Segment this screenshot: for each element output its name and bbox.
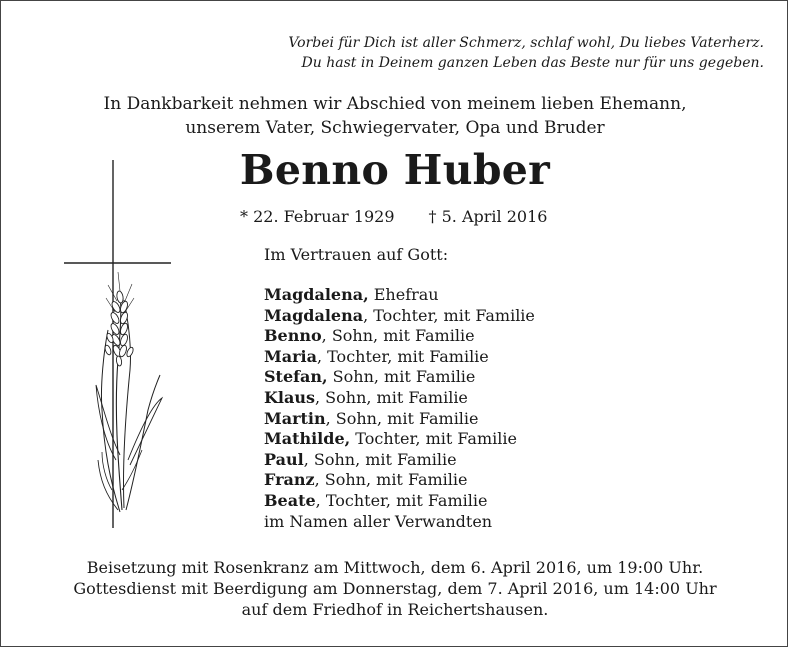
mourner-row [264, 470, 535, 491]
epigraph-line-1: Vorbei für Dich ist aller Schmerz, schlaf wohl, Du liebes Vaterherz. [288, 35, 764, 51]
mourner-relation: , Sohn, mit Familie [325, 408, 479, 428]
mourner-row [264, 388, 535, 409]
mourner-name: Maria [264, 346, 317, 366]
intro-line-1: In Dankbarkeit nehmen wir Abschied von meinem lieben Ehemann, [103, 94, 687, 114]
funeral-line-2: Gottesdienst mit Beerdigung am Donnerstag, dem 7. April 2016, um 14:00 Uhr [73, 579, 717, 598]
mourner-row [264, 409, 535, 430]
mourner-relation: , Sohn, mit Familie [321, 326, 475, 346]
mourner-relation: , Tochter, mit Familie [363, 305, 535, 325]
mourner-relation: Ehefrau [368, 285, 439, 304]
mourner-name: Benno [264, 326, 322, 346]
death-date: † 5. April 2016 [428, 207, 548, 226]
mourner-relation: , Tochter, mit Familie [316, 346, 489, 366]
mourner-name: Magdalena [264, 305, 364, 325]
mourners-closing: im Namen aller Verwandten [264, 511, 493, 531]
mourner-name: Magdalena, [264, 285, 369, 304]
mourner-relation: Sohn, mit Familie [327, 367, 476, 387]
mourner-row [264, 285, 535, 306]
deceased-name: Benno Huber [239, 146, 551, 194]
mourner-name: Paul [264, 449, 304, 469]
mourner-name: Stefan, [264, 367, 328, 387]
funeral-line-1: Beisetzung mit Rosenkranz am Mittwoch, dem 6. April 2016, um 19:00 Uhr. [86, 558, 704, 577]
mourner-name: Klaus [264, 387, 315, 407]
mourner-row [264, 347, 535, 368]
trust-line: Im Vertrauen auf Gott: [264, 245, 449, 264]
mourner-relation: , Sohn, mit Familie [303, 449, 457, 469]
cross-with-wheat-icon [62, 160, 172, 530]
intro-line-2: unserem Vater, Schwiegervater, Opa und Bruder [185, 118, 605, 138]
epigraph [164, 33, 764, 73]
birth-date: * 22. Februar 1929 [240, 207, 395, 226]
mourners-list [264, 285, 535, 532]
mourner-row [264, 450, 535, 471]
mourner-row [264, 491, 535, 512]
mourner-name: Martin [264, 408, 326, 428]
mourner-name: Mathilde, [264, 429, 351, 449]
intro-text [0, 92, 790, 140]
mourner-relation: Tochter, mit Familie [350, 429, 517, 449]
funeral-line-3: auf dem Friedhof in Reichertshausen. [241, 600, 549, 619]
mourner-name: Beate [264, 490, 316, 510]
mourner-relation: , Sohn, mit Familie [314, 470, 468, 490]
mourner-relation: , Sohn, mit Familie [315, 387, 468, 407]
funeral-details [0, 557, 790, 620]
mourner-relation: , Tochter, mit Familie [315, 490, 488, 510]
epigraph-line-2: Du hast in Deinem ganzen Leben das Beste nur für uns gegeben. [301, 55, 764, 71]
mourner-row [264, 326, 535, 347]
mourner-name: Franz [264, 470, 315, 490]
mourner-row [264, 429, 535, 450]
mourner-row [264, 367, 535, 388]
life-dates [240, 206, 547, 228]
mourner-row [264, 306, 535, 327]
